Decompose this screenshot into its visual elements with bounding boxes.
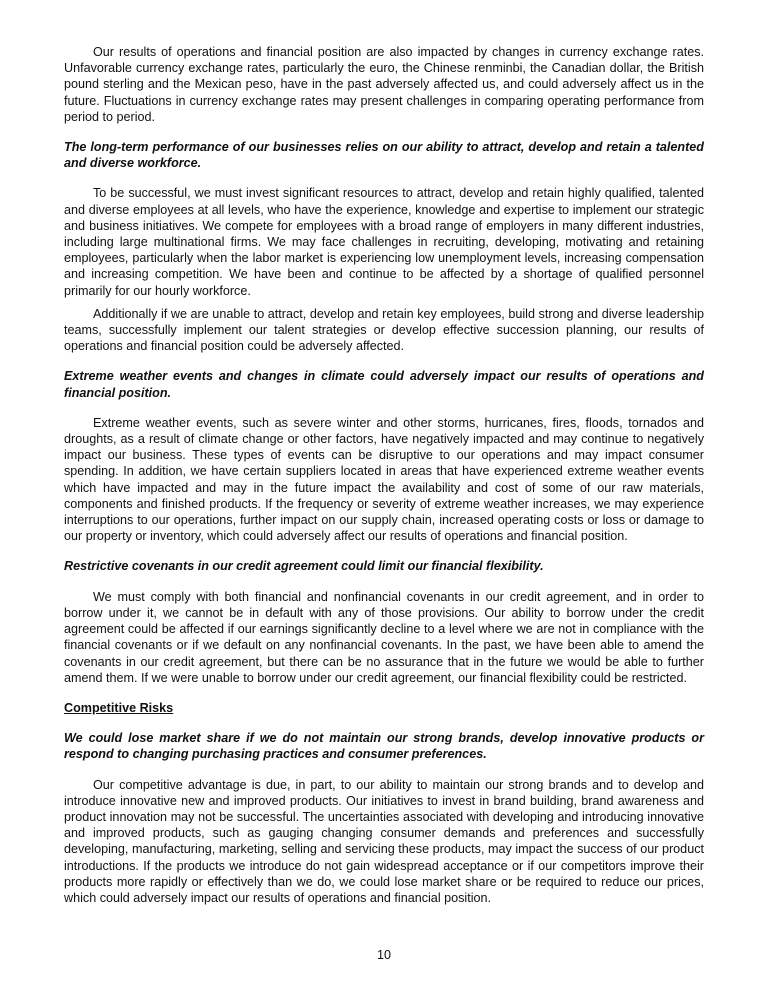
paragraph-currency-exchange: Our results of operations and financial position are also impacted by changes in currency exchange rates. Unfavorable currency exchange rates, particularly the euro, the Chinese renminbi, the Canadian dollar, the British pound sterling and the Mexican peso, have in the past adversely affected us, and could adversely affect us in the future. Fluctuations in currency exchange rates may present challenges in comparing operating performance from period to period. xyxy=(64,45,704,124)
paragraph-extreme-weather: Extreme weather events, such as severe winter and other storms, hurricanes, fires, floods, tornados and droughts, as a result of climate change or other factors, have negatively impacted and may continue to negatively impact our business. These types of events can be disruptive to our operations and may impact consumer spending. In addition, we have certain suppliers located in areas that have experienced extreme weather events which have impacted and may in the future impact the availability and cost of some of our raw materials, components and finished products. If the frequency or severity of extreme weather increases, we may experience interruptions to our operations, further impact on our supply chain, increased operating costs or loss or damage to our property or inventory, which could adversely affect our results of operations and financial position. xyxy=(64,415,704,544)
heading-restrictive-covenants: Restrictive covenants in our credit agreement could limit our financial flexibility. xyxy=(64,559,544,574)
heading-market-share: We could lose market share if we do not maintain our strong brands, develop innovative products or respond to changing purchasing practices and consumer preferences. xyxy=(64,731,704,762)
heading-extreme-weather: Extreme weather events and changes in climate could adversely impact our results of operations and financial position. xyxy=(64,369,704,400)
section-title-competitive-risks: Competitive Risks xyxy=(64,700,174,715)
paragraph-restrictive-covenants: We must comply with both financial and nonfinancial covenants in our credit agreement, and in order to borrow under it, we cannot be in default with any of those provisions. Our ability to borrow under the credit agreement could be affected if our earnings significantly decline to a level where we are not in compliance with the financial covenants or if we default on any nonfinancial covenants. In the past, we have been able to amend the covenants in our credit agreement, but there can be no assurance that in the future we would be able to further amend them. If we were unable to borrow under our credit agreement, our financial flexibility could be restricted. xyxy=(64,589,704,685)
heading-workforce: The long-term performance of our businesses relies on our ability to attract, develop and retain a talented and diverse workforce. xyxy=(64,140,704,171)
paragraph-workforce-retention: Additionally if we are unable to attract, develop and retain key employees, build strong and diverse leadership teams, successfully implement our talent strategies or develop effective succession planning, our results of operations and financial position could be adversely affected. xyxy=(64,306,704,354)
document-page xyxy=(64,44,704,913)
paragraph-workforce-investment: To be successful, we must invest significant resources to attract, develop and retain highly qualified, talented and diverse employees at all levels, who have the experience, knowledge and expertise to implement our strategic and business initiatives. We compete for employees with a broad range of employers in many different industries, including large multinational firms. We may face challenges in recruiting, developing, motivating and retaining employees, particularly when the labor market is experiencing low unemployment levels, increasing compensation and increasing competition. We have been and continue to be affected by a shortage of qualified personnel primarily for our hourly workforce. xyxy=(64,186,704,298)
paragraph-competitive-advantage: Our competitive advantage is due, in part, to our ability to maintain our strong brands and to develop and introduce innovative new and improved products. Our initiatives to invest in brand building, brand awareness and product innovation may not be successful. The uncertainties associated with developing and introducing innovative and improved products, such as gauging changing consumer demands and preferences and successfully developing, manufacturing, marketing, selling and servicing these products, may impact the success of our product introductions. If the products we introduce do not gain widespread acceptance or if our competitors improve their products more rapidly or effectively than we do, we could lose market share or be required to reduce our prices, which could adversely impact our results of operations and financial position. xyxy=(64,777,704,905)
page-number: 10 xyxy=(376,948,391,962)
